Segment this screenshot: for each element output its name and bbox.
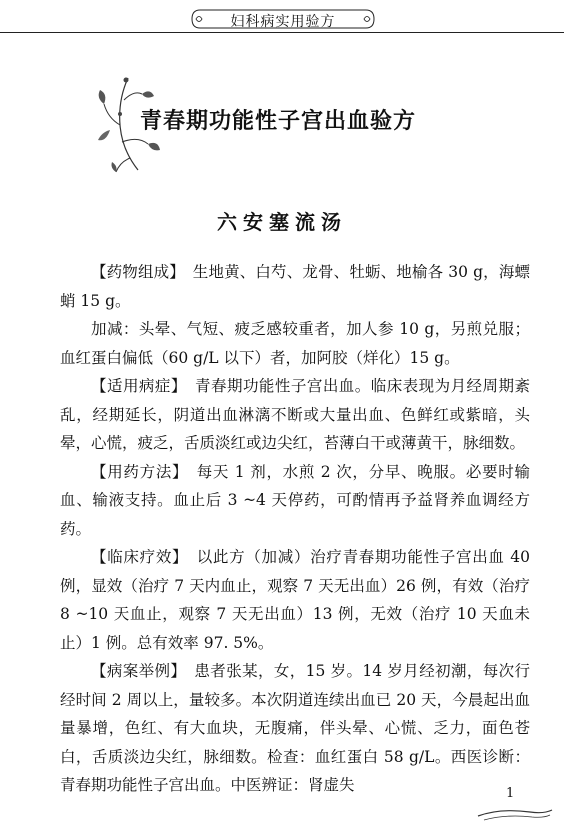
paragraph-tag: 【适用病症】 xyxy=(91,377,180,395)
paragraph-modification xyxy=(60,315,530,372)
page-footer xyxy=(470,786,556,826)
paragraph-usage xyxy=(60,458,530,544)
chapter-title: 青春期功能性子宫出血验方 xyxy=(140,109,417,134)
footer-ornament-icon xyxy=(470,786,556,826)
paragraph-text: 青春期功能性子宫出血。临床表现为月经周期紊乱，经期延长，阴道出血淋漓不断或大量出血、色鲜红或紫暗，头晕，心慌，疲乏，舌质淡红或边尖红，苔薄白干或薄黄干，脉细数。 xyxy=(60,377,530,452)
page-number: 1 xyxy=(506,786,515,801)
body-text xyxy=(60,258,530,800)
paragraph-tag: 【用药方法】 xyxy=(91,462,181,481)
paragraph-tag: 【临床疗效】 xyxy=(91,548,181,566)
paragraph-tag: 【药物组成】 xyxy=(91,263,178,281)
paragraph-case xyxy=(60,657,530,800)
paragraph-text: 每天 1 剂，水煎 2 次，分早、晚服。必要时输血、输液支持。血止后 3 ~4 天停药，可酌情再予益肾养血调经方药。 xyxy=(60,462,530,538)
header-rule xyxy=(0,32,564,33)
paragraph-composition xyxy=(60,258,530,315)
running-title: 妇科病实用验方 xyxy=(230,14,336,30)
paragraph-indications xyxy=(60,372,530,458)
paragraph-text: 患者张某，女，15 岁。14 岁月经初潮，每次行经时间 2 周以上，量较多。本次阴道连续出血已 20 天，今晨起出血量暴增，色红、有大血块，无腹痛，伴头晕、心慌、乏力，面色苍白，舌质淡边尖红，脉细数。检查：血红蛋白 58 g/L。西医诊断：青春期功能性子宫出血。中医辨证：肾虚失 xyxy=(60,662,530,794)
paragraph-efficacy xyxy=(60,543,530,657)
section-title: 六安塞流汤 xyxy=(217,210,347,234)
page-header xyxy=(0,0,564,36)
paragraph-tag: 【病案举例】 xyxy=(91,662,179,680)
header-frame xyxy=(190,8,376,30)
paragraph-text: 生地黄、白芍、龙骨、牡蛎、地榆各 30 g，海螵蛸 15 g。 xyxy=(60,263,530,310)
paragraph-text: 以此方（加减）治疗青春期功能性子宫出血 40 例，显效（治疗 7 天内血止，观察 7 天无出血）26 例，有效（治疗 8 ~10 天血止，观察 7 天无出血）13 例，无效（治疗 10 天血未止）1 例。总有效率 97. 5%。 xyxy=(60,548,530,652)
paragraph-text: 加减：头晕、气短、疲乏感较重者，加人参 10 g，另煎兑服；血红蛋白偏低（60 g/L 以下）者，加阿胶（烊化）15 g。 xyxy=(60,320,530,367)
